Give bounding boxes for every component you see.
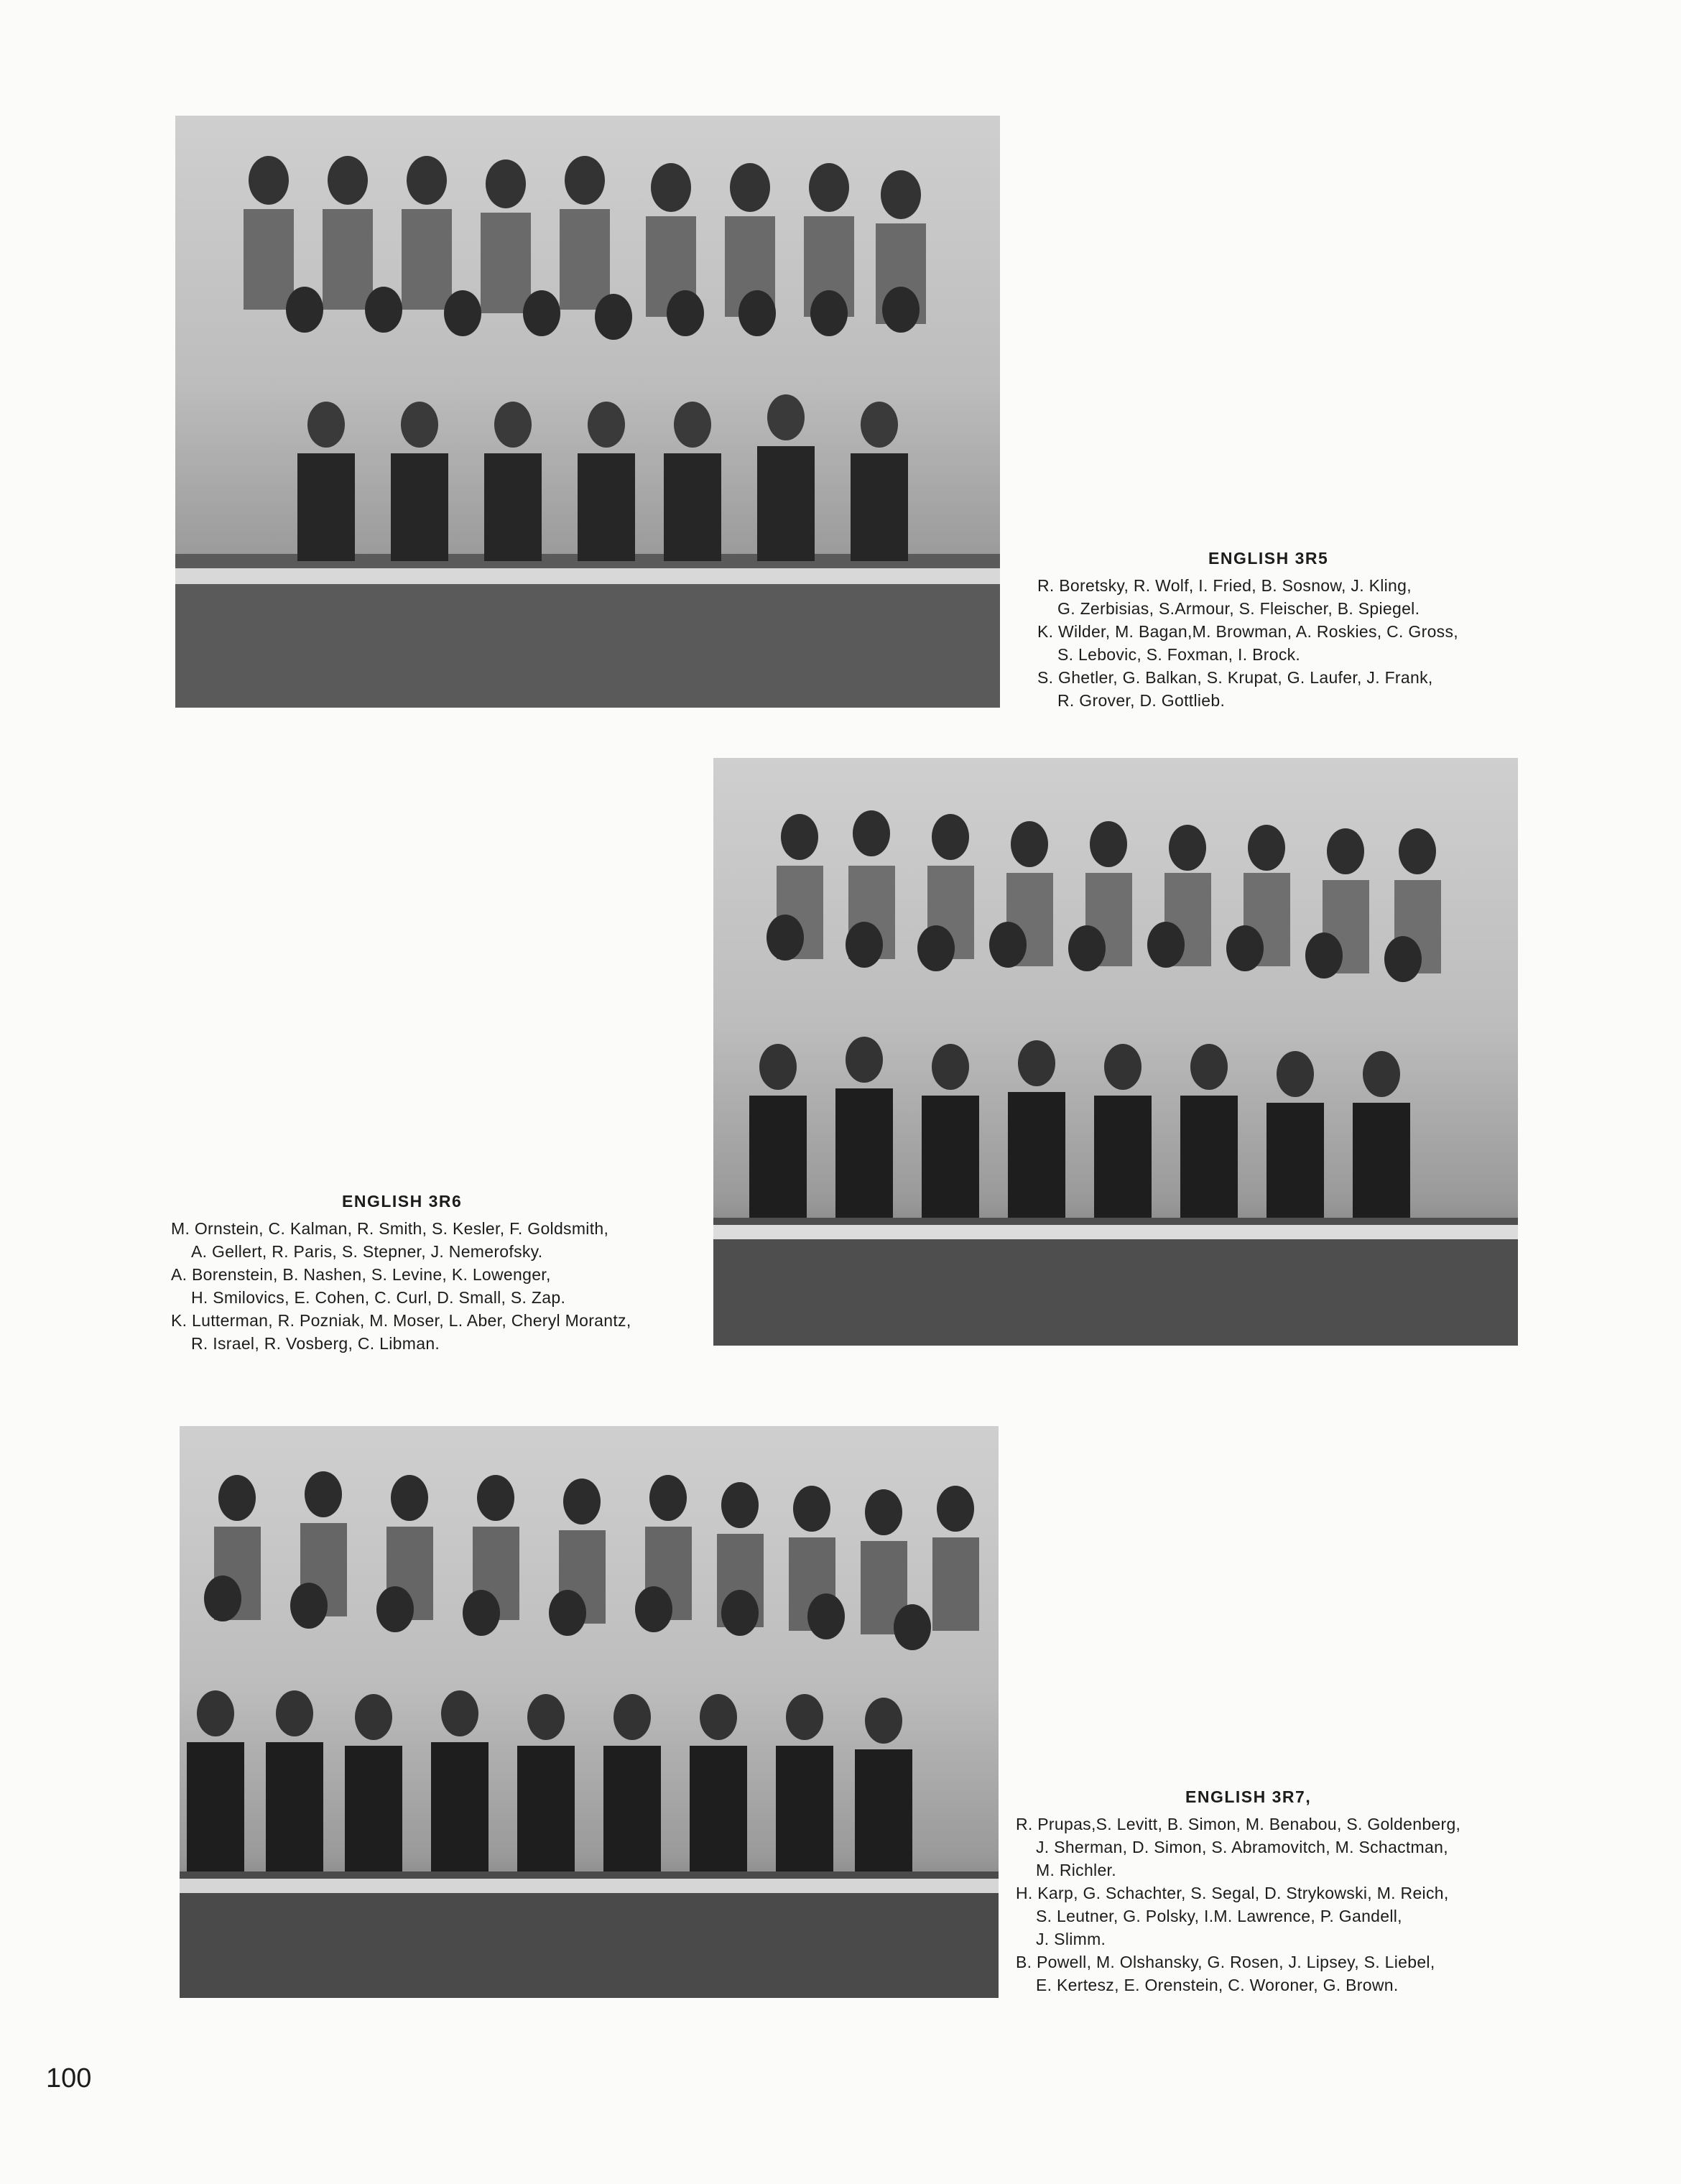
class-photo-english-3r5 (175, 116, 1000, 708)
name-row-continued: J. Sherman, D. Simon, S. Abramovitch, M. Schactman, (1036, 1838, 1448, 1856)
class-title: ENGLISH 3R5 (1208, 549, 1329, 568)
page-number: 100 (46, 2063, 92, 2093)
class-title: ENGLISH 3R6 (342, 1192, 463, 1211)
name-row-continued: M. Richler. (1036, 1861, 1116, 1879)
class-title: ENGLISH 3R7, (1185, 1787, 1312, 1806)
name-row: M. Ornstein, C. Kalman, R. Smith, S. Kesler, F. Goldsmith, (171, 1219, 609, 1238)
name-row: R. Boretsky, R. Wolf, I. Fried, B. Sosnow, J. Kling, (1037, 576, 1412, 595)
caption-english-3r5 (1037, 547, 1526, 712)
class-photo-english-3r6 (713, 758, 1518, 1346)
name-row: B. Powell, M. Olshansky, G. Rosen, J. Lipsey, S. Liebel, (1016, 1953, 1435, 1971)
caption-english-3r6 (171, 1190, 703, 1355)
name-row: A. Borenstein, B. Nashen, S. Levine, K. Lowenger, (171, 1265, 551, 1284)
name-row-continued: R. Israel, R. Vosberg, C. Libman. (191, 1334, 440, 1353)
name-row-continued: A. Gellert, R. Paris, S. Stepner, J. Nemerofsky. (191, 1242, 543, 1261)
name-row: H. Karp, G. Schachter, S. Segal, D. Strykowski, M. Reich, (1016, 1884, 1449, 1902)
name-row: K. Lutterman, R. Pozniak, M. Moser, L. Aber, Cheryl Morantz, (171, 1311, 631, 1330)
name-row-continued: H. Smilovics, E. Cohen, C. Curl, D. Small, S. Zap. (191, 1288, 566, 1307)
name-row-continued: S. Leutner, G. Polsky, I.M. Lawrence, P. Gandell, (1036, 1907, 1402, 1925)
name-row-continued: S. Lebovic, S. Foxman, I. Brock. (1057, 645, 1301, 664)
caption-english-3r7 (1016, 1785, 1519, 1996)
name-row: K. Wilder, M. Bagan,M. Browman, A. Roskies, C. Gross, (1037, 622, 1458, 641)
name-row: R. Prupas,S. Levitt, B. Simon, M. Benabou, S. Goldenberg, (1016, 1815, 1461, 1833)
name-row: S. Ghetler, G. Balkan, S. Krupat, G. Laufer, J. Frank, (1037, 668, 1433, 687)
class-photo-english-3r7 (180, 1426, 999, 1998)
name-row-continued: J. Slimm. (1036, 1930, 1106, 1948)
name-row-continued: G. Zerbisias, S.Armour, S. Fleischer, B. Spiegel. (1057, 599, 1420, 618)
name-row-continued: E. Kertesz, E. Orenstein, C. Woroner, G. Brown. (1036, 1976, 1399, 1994)
name-row-continued: R. Grover, D. Gottlieb. (1057, 691, 1226, 710)
